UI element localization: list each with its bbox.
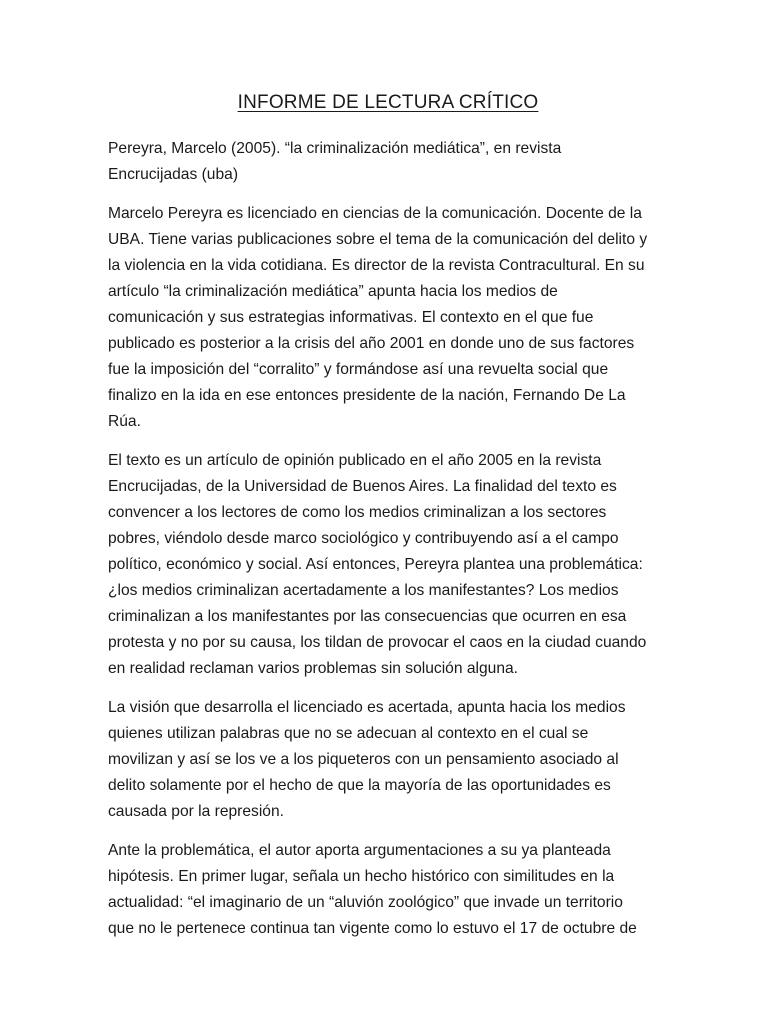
- text-line: Marcelo Pereyra es licenciado en ciencias de la comunicación. Docente de la: [108, 205, 642, 222]
- text-line: pobres, viéndolo desde marco sociológico y contribuyendo así a el campo: [108, 530, 619, 547]
- text-line: Rúa.: [108, 413, 141, 430]
- argument-paragraph: [108, 838, 668, 942]
- text-line: hipótesis. En primer lugar, señala un hecho histórico con similitudes en la: [108, 868, 615, 885]
- document-page: [108, 92, 668, 955]
- text-line: Ante la problemática, el autor aporta argumentaciones a su ya planteada: [108, 842, 611, 859]
- assessment-paragraph: [108, 695, 668, 825]
- text-line: que no le pertenece continua tan vigente como lo estuvo el 17 de octubre de: [108, 920, 637, 937]
- text-line: quienes utilizan palabras que no se adecuan al contexto en el cual se: [108, 725, 589, 742]
- text-line: Encrucijadas, de la Universidad de Buenos Aires. La finalidad del texto es: [108, 478, 617, 495]
- text-line: UBA. Tiene varias publicaciones sobre el tema de la comunicación del delito y: [108, 231, 648, 248]
- text-line: La visión que desarrolla el licenciado es acertada, apunta hacia los medios: [108, 699, 626, 716]
- text-line: la violencia en la vida cotidiana. Es director de la revista Contracultural. En su: [108, 257, 645, 274]
- text-line: publicado es posterior a la crisis del año 2001 en donde uno de sus factores: [108, 335, 635, 352]
- text-line: movilizan y así se los ve a los piqueteros con un pensamiento asociado al: [108, 751, 619, 768]
- text-line: actualidad: “el imaginario de un “aluvión zoológico” que invade un territorio: [108, 894, 623, 911]
- text-line: comunicación y sus estrategias informativas. El contexto en el que fue: [108, 309, 594, 326]
- text-line: criminalizan a los manifestantes por las consecuencias que ocurren en esa: [108, 608, 627, 625]
- text-line: El texto es un artículo de opinión publicado en el año 2005 en la revista: [108, 452, 602, 469]
- document-title: INFORME DE LECTURA CRÍTICO: [237, 92, 539, 113]
- text-line: delito solamente por el hecho de que la mayoría de las oportunidades es: [108, 777, 611, 794]
- text-line: ¿los medios criminalizan acertadamente a los manifestantes? Los medios: [108, 582, 619, 599]
- text-line: fue la imposición del “corralito” y formándose así una revuelta social que: [108, 361, 609, 378]
- text-line: Encrucijadas (uba): [108, 166, 239, 183]
- text-line: convencer a los lectores de como los medios criminalizan a los sectores: [108, 504, 607, 521]
- citation-paragraph: [108, 136, 668, 188]
- text-line: artículo “la criminalización mediática” apunta hacia los medios de: [108, 283, 558, 300]
- text-line: Pereyra, Marcelo (2005). “la criminalización mediática”, en revista: [108, 140, 562, 157]
- text-line: protesta y no por su causa, los tildan de provocar el caos en la ciudad cuando: [108, 634, 647, 651]
- text-line: político, económico y social. Así entonces, Pereyra plantea una problemática:: [108, 556, 643, 573]
- text-line: finalizo en la ida en ese entonces presidente de la nación, Fernando De La: [108, 387, 626, 404]
- author-paragraph: [108, 201, 668, 435]
- text-line: causada por la represión.: [108, 803, 284, 820]
- summary-paragraph: [108, 448, 668, 682]
- text-line: en realidad reclaman varios problemas sin solución alguna.: [108, 660, 518, 677]
